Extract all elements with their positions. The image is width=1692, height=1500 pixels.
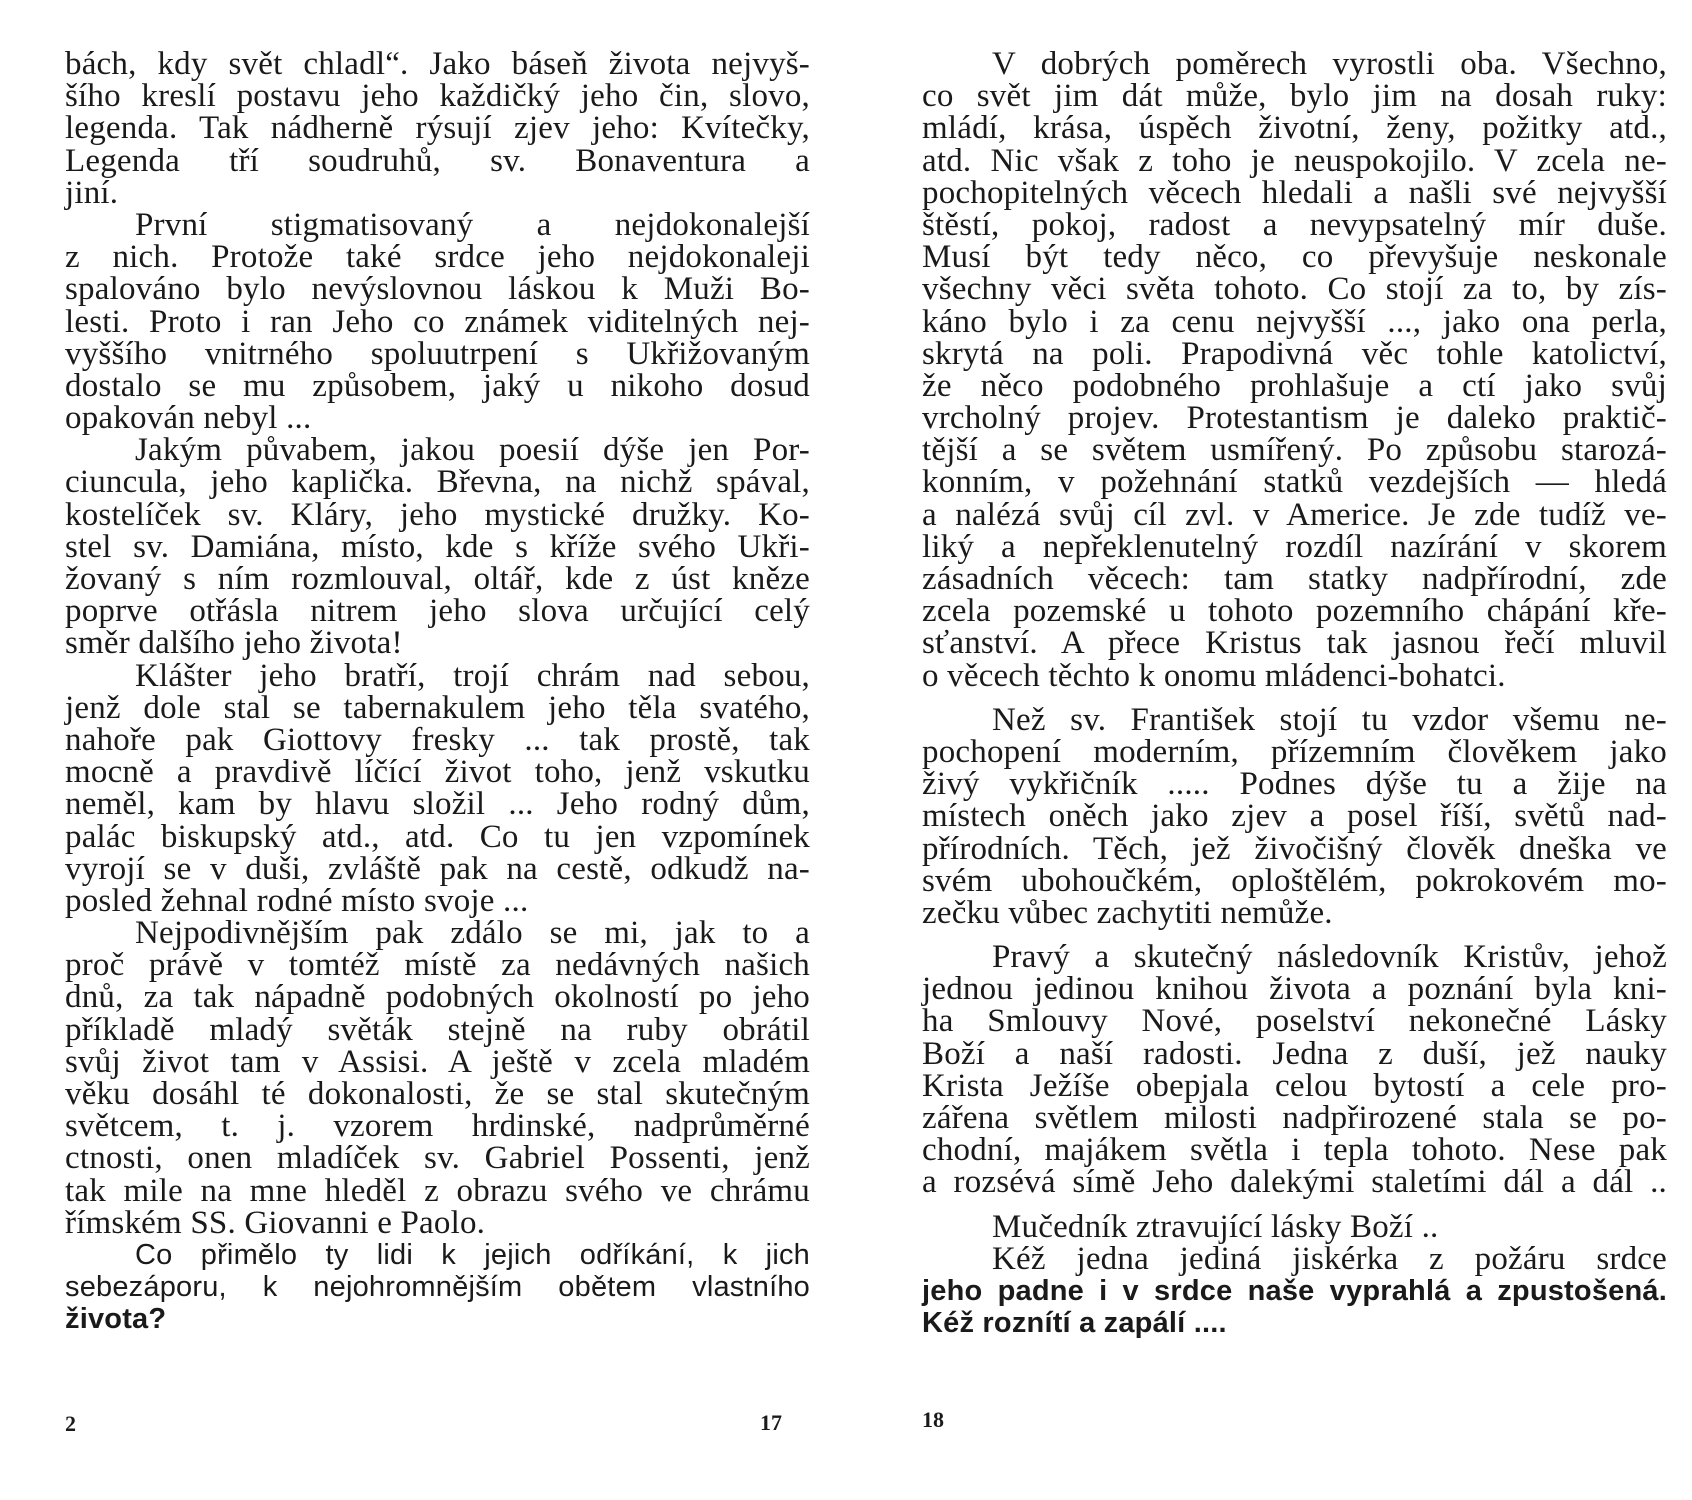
text-line: a nalézá svůj cíl zvl. v Americe. Je zde tudíž ve-: [922, 496, 1667, 533]
text-line: legenda. Tak nádherně rýsují zjev jeho: Kvítečky,: [65, 110, 810, 147]
text-line: Musí být tedy něco, co převyšuje neskonale: [922, 239, 1667, 276]
text-line: tak mile na mne hleděl z obrazu svého ve chrámu: [65, 1172, 810, 1209]
text-line: příkladě mladý světák stejně na ruby obrátil: [65, 1011, 810, 1048]
text-line: svém ubohoučkém, oploštělém, pokrokovém mo-: [922, 862, 1667, 899]
text-line: skrytá na poli. Prapodivná věc tohle katolictví,: [922, 335, 1667, 372]
text-line: svůj život tam v Assisi. A ještě v zcela mladém: [65, 1043, 810, 1080]
text-line: proč právě v tomtéž místě za nedávných našich: [65, 947, 810, 984]
text-line: káno bylo i za cenu nejvyšší ..., jako ona perla,: [922, 303, 1667, 340]
text-line: ciuncula, jeho kaplička. Břevna, na nichž spával,: [65, 464, 810, 501]
text-line: mocně a pravdivě líčící život toho, jenž vskutku: [65, 754, 810, 791]
text-line: kostelíček sv. Kláry, jeho mystické družky. Ko-: [65, 496, 810, 533]
text-line: posled žehnal rodné místo svoje ...: [65, 882, 529, 919]
text-line: chodní, majákem světla i tepla tohoto. Nese pak: [922, 1132, 1667, 1169]
text-line: Kéž roznítí a zapálí ....: [922, 1307, 1227, 1340]
text-line: římském SS. Giovanni e Paolo.: [65, 1204, 486, 1241]
text-line: co svět jim dát může, bylo jim na dosah ruky:: [922, 78, 1667, 115]
text-line: že něco podobného prohlašuje a ctí jako svůj: [922, 367, 1667, 404]
text-line: jednou jedinou knihou života a poznání byla kni-: [922, 971, 1667, 1008]
text-line: liký a nepřeklenutelný rozdíl nazírání v skorem: [922, 528, 1667, 565]
page-number-left: 17: [760, 1410, 782, 1435]
text-line: Jakým půvabem, jakou poesií dýše jen Por-: [135, 432, 810, 469]
text-line: dostalo se mu způsobem, jaký u nikoho dosud: [65, 367, 810, 404]
text-line: mládí, krása, úspěch životní, ženy, požitky atd.,: [922, 110, 1667, 147]
text-line: jiní.: [65, 174, 119, 211]
text-line: Než sv. František stojí tu vzdor všemu ne-: [992, 701, 1667, 738]
text-line: z nich. Protože také srdce jeho nejdokonaleji: [65, 239, 810, 276]
text-line: vrcholný projev. Protestantism je daleko praktič-: [922, 400, 1667, 437]
text-line: První stigmatisovaný a nejdokonalejší: [135, 206, 810, 243]
text-line: přírodních. Těch, jež živočišný člověk dneška ve: [922, 830, 1667, 867]
text-line: vyrojí se v duši, zvláště pak na cestě, odkudž na-: [65, 850, 810, 887]
text-line: žovaný s ním rozmlouval, oltář, kde z úst kněze: [65, 561, 810, 597]
text-line: věku dosáhl té dokonalosti, že se stal skutečným: [65, 1076, 810, 1112]
text-line: zečku vůbec zachytiti nemůže.: [922, 894, 1333, 931]
text-line: života?: [65, 1303, 167, 1336]
text-line: pochopení moderním, přízemním člověkem jako: [922, 733, 1667, 770]
text-line: Mučedník ztravující lásky Boží ..: [992, 1208, 1439, 1245]
text-line: sťanství. A přece Kristus tak jasnou řečí mluvil: [922, 625, 1667, 662]
left-page-text: [65, 48, 810, 1336]
text-line: sebezáporu, k nejohromnějším obětem vlastního: [65, 1271, 810, 1304]
text-line: zásadních věcech: tam statky nadpřírodní, zde: [922, 561, 1667, 597]
page-number-right: 18: [922, 1407, 944, 1432]
text-line: ctnosti, onen mladíček sv. Gabriel Possenti, jenž: [65, 1140, 810, 1177]
text-line: jenž dole stal se tabernakulem jeho těla svatého,: [65, 689, 810, 726]
text-line: pochopitelných věcech hledali a našli své nejvyšší: [922, 174, 1667, 211]
text-line: a rozsévá símě Jeho dalekými staletími dál a dál ..: [922, 1164, 1667, 1201]
right-page-text: [922, 48, 1667, 1339]
text-line: Krista Ježíše obepjala celou bytostí a cele pro-: [922, 1067, 1667, 1104]
text-line: ha Smlouvy Nové, poselství nekonečné Lásky: [922, 1003, 1667, 1040]
text-line: atd. Nic však z toho je neuspokojilo. V zcela ne-: [922, 142, 1667, 179]
text-line: o věcech těchto k onomu mládenci-bohatci.: [922, 657, 1506, 694]
signature-mark: 2: [65, 1411, 76, 1436]
text-line: neměl, kam by hlavu složil ... Jeho rodný dům,: [65, 786, 810, 823]
text-line: nahoře pak Giottovy fresky ... tak prostě, tak: [65, 721, 810, 758]
text-line: směr dalšího jeho života!: [65, 625, 403, 662]
text-line: bách, kdy svět chladl“. Jako báseň života nejvyš-: [65, 46, 810, 82]
text-line: místech oněch jako zjev a posel říší, světů nad-: [922, 798, 1667, 835]
text-line: poprve otřásla nitrem jeho slova určující celý: [65, 593, 810, 630]
text-line: dnů, za tak nápadně podobných okolností po jeho: [65, 979, 810, 1016]
text-line: všechny věci světa tohoto. Co stojí za to, by zís-: [922, 271, 1667, 308]
text-line: opakován nebyl ...: [65, 400, 312, 437]
text-line: konním, v požehnání statků vezdejších — hledá: [922, 464, 1667, 501]
text-line: šího kreslí postavu jeho každičký jeho čin, slovo,: [65, 78, 810, 115]
text-line: Nejpodivnějším pak zdálo se mi, jak to a: [135, 915, 810, 952]
text-line: štěstí, pokoj, radost a nevypsatelný mír duše.: [922, 206, 1667, 243]
text-line: Legenda tří soudruhů, sv. Bonaventura a: [65, 142, 810, 179]
text-line: lesti. Proto i ran Jeho co známek viditelných nej-: [65, 303, 810, 340]
text-line: jeho padne i v srdce naše vyprahlá a zpustošená.: [922, 1274, 1667, 1307]
text-line: stel sv. Damiána, místo, kde s kříže svého Ukři-: [65, 528, 810, 565]
text-line: zářena světlem milosti nadpřirozené stala se po-: [922, 1100, 1667, 1136]
text-line: Boží a naší radosti. Jedna z duší, jež nauky: [922, 1035, 1667, 1072]
text-line: Pravý a skutečný následovník Kristův, jehož: [992, 939, 1667, 976]
text-line: Co přimělo ty lidi k jejich odříkání, k jich: [135, 1238, 810, 1271]
text-line: Kéž jedna jediná jiskérka z požáru srdce: [992, 1240, 1667, 1277]
text-line: vyššího vnitrného spoluutrpení s Ukřižovaným: [65, 335, 810, 372]
text-line: živý vykřičník ..... Podnes dýše tu a žije na: [922, 766, 1667, 803]
text-line: světcem, t. j. vzorem hrdinské, nadprůměrné: [65, 1108, 810, 1145]
text-line: Klášter jeho bratří, trojí chrám nad sebou,: [135, 657, 810, 694]
text-line: tější a se světem usmířený. Po způsobu starozá-: [922, 432, 1667, 469]
text-line: zcela pozemské u tohoto pozemního chápání kře-: [922, 593, 1667, 630]
text-line: V dobrých poměrech vyrostli oba. Všechno,: [992, 46, 1667, 82]
text-line: palác biskupský atd., atd. Co tu jen vzpomínek: [65, 818, 810, 855]
text-line: spalováno bylo nevýslovnou láskou k Muži Bo-: [65, 271, 810, 308]
